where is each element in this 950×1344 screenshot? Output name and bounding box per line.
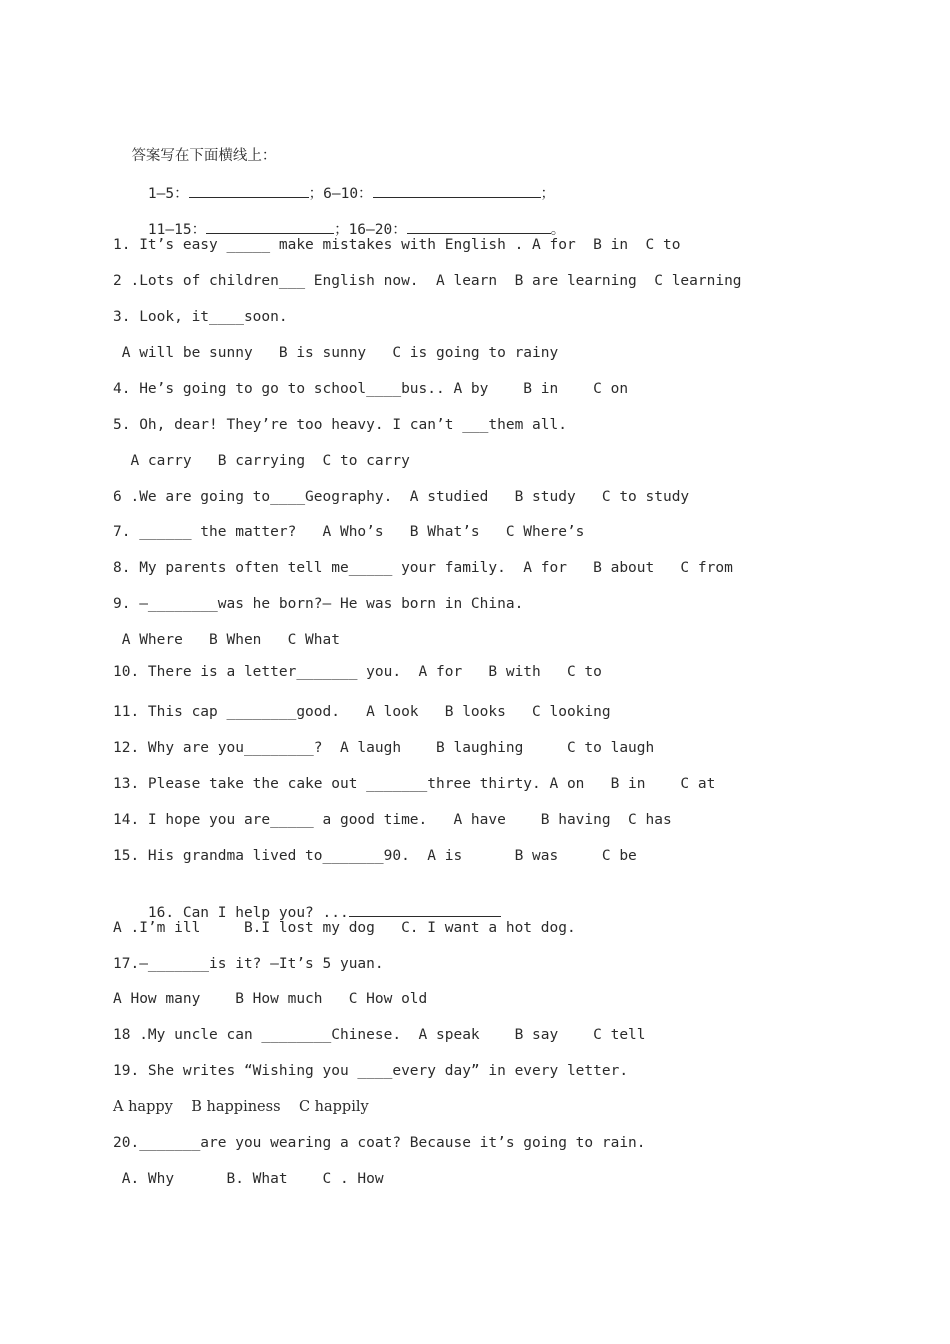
answer-label-16-20: ；16—20：	[334, 222, 407, 238]
question-16: 16. Can I help you? ...	[113, 882, 501, 943]
answer-label-11-15: 11—15：	[147, 222, 207, 238]
question-17-options: A How many B How much C How old	[113, 991, 428, 1007]
question-10: 10. There is a letter_______ you. A for B with C to	[113, 664, 602, 680]
answer-label-6-10: ；6—10：	[308, 186, 373, 202]
question-16-options: A .I’m ill B.I lost my dog C. I want a hot dog.	[113, 920, 576, 936]
answer-blank-11-15[interactable]	[206, 219, 334, 234]
answer-blank-6-10[interactable]	[373, 183, 541, 198]
question-19-options: A happy B happiness C happily	[113, 1099, 369, 1115]
question-20-options: A. Why B. What C . How	[113, 1171, 384, 1187]
question-13: 13. Please take the cake out _______three thirty. A on B in C at	[113, 776, 716, 792]
question-5: 5. Oh, dear! They’re too heavy. I can’t ___them all.	[113, 417, 567, 433]
answer-row-2: 11—15： ；16—20： 。	[113, 199, 565, 260]
question-2: 2 .Lots of children___ English now. A learn B are learning C learning	[113, 273, 742, 289]
question-8: 8. My parents often tell me_____ your family. A for B about C from	[113, 560, 733, 576]
question-11: 11. This cap ________good. A look B looks C looking	[113, 704, 611, 720]
question-5-options: A carry B carrying C to carry	[113, 453, 410, 469]
question-17: 17.—_______is it? —It’s 5 yuan.	[113, 956, 384, 972]
question-7: 7. ______ the matter? A Who’s B What’s C Where’s	[113, 524, 585, 540]
question-9: 9. —________was he born?— He was born in China.	[113, 596, 524, 612]
answer-blank-1-5[interactable]	[189, 183, 309, 198]
question-19: 19. She writes “Wishing you ____every day” in every letter.	[113, 1063, 629, 1079]
question-6: 6 .We are going to____Geography. A studied B study C to study	[113, 489, 690, 505]
answer-row-1: 1—5： ；6—10： ；	[113, 163, 555, 224]
question-15: 15. His grandma lived to_______90. A is B was C be	[113, 848, 637, 864]
answer-instruction: 答案写在下面横线上：	[131, 148, 277, 164]
question-14: 14. I hope you are_____ a good time. A have B having C has	[113, 812, 672, 828]
question-18: 18 .My uncle can ________Chinese. A speak B say C tell	[113, 1027, 646, 1043]
question-3-options: A will be sunny B is sunny C is going to rainy	[113, 345, 559, 361]
question-12: 12. Why are you________? A laugh B laughing C to laugh	[113, 740, 655, 756]
answer-label-1-5: 1—5：	[147, 186, 189, 202]
question-20: 20._______are you wearing a coat? Because it’s going to rain.	[113, 1135, 646, 1151]
question-4: 4. He’s going to go to school____bus.. A by B in C on	[113, 381, 629, 397]
question-9-options: A Where B When C What	[113, 632, 340, 648]
question-1: 1. It’s easy _____ make mistakes with English . A for B in C to	[113, 237, 681, 253]
question-3: 3. Look, it____soon.	[113, 309, 288, 325]
question-16-blank[interactable]	[349, 902, 501, 917]
answer-blank-16-20[interactable]	[407, 219, 551, 234]
